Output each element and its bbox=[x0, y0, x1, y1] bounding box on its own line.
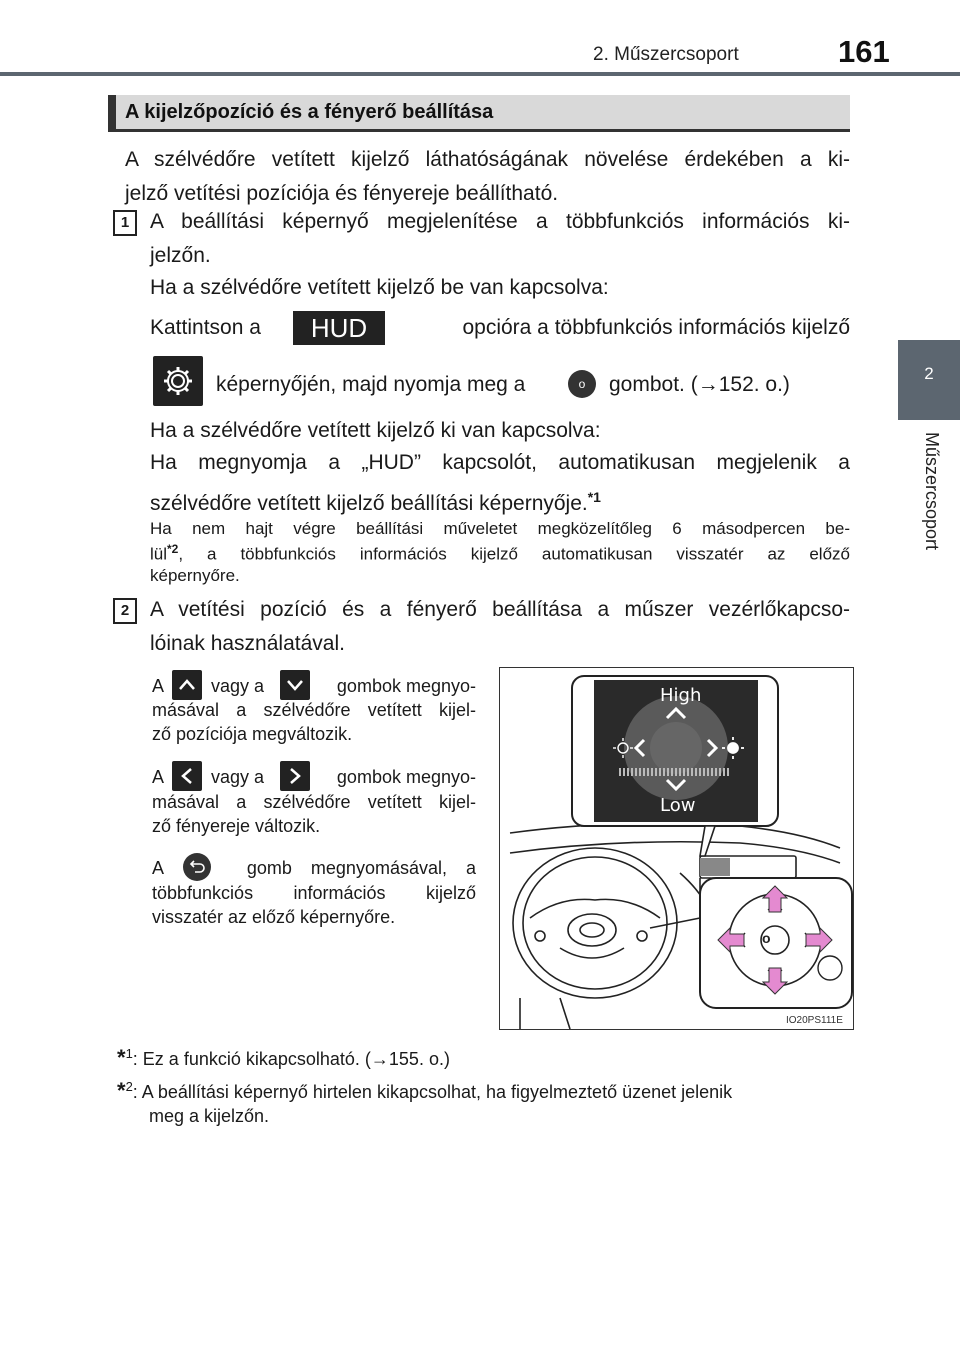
footnote-line bbox=[117, 1075, 850, 1104]
footnote-ref-1: *1 bbox=[587, 489, 601, 505]
chevron-up-icon bbox=[172, 670, 202, 700]
screen-text-b: gombot. (→152. o.) bbox=[609, 373, 790, 396]
section-heading: A kijelzőpozíció és a fényerő beállítása bbox=[125, 101, 494, 123]
footnote-text: : Ez a funkció kikapcsolható. (→155. o.) bbox=[132, 1049, 450, 1069]
note-text: , a többfunkciós információs kijelző automatikusan visszatér az előző bbox=[178, 544, 850, 564]
footnote-text: : A beállítási képernyő hirtelen kikapcsolhat, ha figyelmeztető üzenet jelenik bbox=[132, 1082, 733, 1102]
intro-paragraph bbox=[125, 143, 850, 211]
back-icon bbox=[183, 853, 211, 881]
p1-line3: ző pozíciója megváltozik. bbox=[152, 724, 353, 744]
step1-click-line bbox=[150, 311, 850, 345]
note-line: képernyőre. bbox=[150, 565, 240, 585]
chevron-right-icon bbox=[280, 761, 310, 791]
footnote-line: meg a kijelzőn. bbox=[149, 1106, 270, 1126]
dashboard-figure bbox=[499, 667, 854, 1030]
chapter-title: Műszercsoport bbox=[922, 432, 942, 551]
p1-c: gombok megnyo- bbox=[336, 676, 476, 696]
step2-text bbox=[150, 593, 850, 661]
step2-line: A vetítési pozíció és a fényerő beállítása a műszer vezérlőkapcso- bbox=[150, 598, 850, 621]
footnote-1 bbox=[117, 1042, 850, 1071]
note-line: Ha nem hajt végre beállítási műveletet megközelítőleg 6 másodpercen be- bbox=[150, 519, 850, 538]
step-number-1: 1 bbox=[113, 210, 137, 236]
p3-line2: többfunkciós információs kijelző bbox=[152, 883, 476, 903]
footnote-2 bbox=[117, 1075, 850, 1128]
step1-on-heading: Ha a szélvédőre vetített kijelző be van kapcsolva: bbox=[150, 276, 609, 299]
p3-b: gomb megnyomásával, a bbox=[246, 858, 476, 878]
settings-button[interactable] bbox=[153, 356, 203, 406]
off-line: Ha megnyomja a „HUD” kapcsolót, automatikusan megjelenik a bbox=[150, 451, 850, 474]
p3-a: A bbox=[152, 858, 165, 878]
footnote-star: * bbox=[117, 1078, 126, 1103]
screen-text-a: képernyőjén, majd nyomja meg a bbox=[216, 373, 526, 396]
p3-line3: visszatér az előző képernyőre. bbox=[152, 907, 396, 927]
p1-a: A bbox=[152, 676, 165, 696]
off-line bbox=[150, 480, 850, 521]
click-text-b: opcióra a többfunkciós információs kijelző bbox=[462, 316, 850, 339]
chevron-left-icon bbox=[172, 761, 202, 791]
step2-line: lóinak használatával. bbox=[150, 632, 345, 655]
step1-note bbox=[150, 518, 850, 586]
right-button bbox=[280, 761, 310, 791]
hud-high-label: High bbox=[660, 685, 702, 706]
step1-off-heading: Ha a szélvédőre vetített kijelző ki van kapcsolva: bbox=[150, 419, 601, 442]
heading-underline bbox=[108, 129, 850, 132]
hud-low-label: Low bbox=[660, 795, 696, 816]
footnote-num: 2 bbox=[125, 1079, 133, 1094]
p2-b: vagy a bbox=[211, 767, 265, 787]
dashboard-illustration bbox=[500, 668, 853, 1029]
down-button bbox=[280, 670, 310, 700]
note-text: lül bbox=[150, 544, 168, 564]
gear-icon bbox=[153, 356, 203, 406]
header-divider bbox=[0, 72, 960, 76]
footnote-ref-2: *2 bbox=[167, 542, 179, 556]
left-button bbox=[172, 761, 202, 791]
page-number: 161 bbox=[838, 34, 890, 69]
p2-line3: ző fényereje változik. bbox=[152, 816, 321, 836]
p1-line2: másával a szélvédőre vetített kijel- bbox=[152, 700, 476, 720]
back-button bbox=[183, 853, 211, 881]
step1-line: jelzőn. bbox=[150, 244, 211, 267]
p2-c: gombok megnyo- bbox=[336, 767, 476, 787]
note-line bbox=[150, 539, 850, 565]
up-button bbox=[172, 670, 202, 700]
step1-off-text bbox=[150, 446, 850, 521]
footnote-num: 1 bbox=[125, 1046, 133, 1061]
click-text-a: Kattintson a bbox=[150, 316, 261, 339]
hud-option-button[interactable]: HUD bbox=[293, 311, 385, 345]
intro-line: A szélvédőre vetített kijelző láthatóságának növelése érdekében a ki- bbox=[125, 148, 850, 171]
ok-button-icon: o bbox=[568, 370, 596, 398]
section-title: 2. Műszercsoport bbox=[593, 44, 739, 65]
step1-text bbox=[150, 205, 850, 273]
footnote-star: * bbox=[117, 1045, 126, 1070]
p1-b: vagy a bbox=[211, 676, 265, 696]
heading-accent-bar bbox=[108, 95, 116, 129]
p2-a: A bbox=[152, 767, 165, 787]
p2-line2: másával a szélvédőre vetített kijel- bbox=[152, 792, 476, 812]
chapter-number: 2 bbox=[924, 364, 934, 383]
off-line-text: szélvédőre vetített kijelző beállítási képernyője. bbox=[150, 492, 588, 515]
step-number-2: 2 bbox=[113, 598, 137, 624]
ok-glyph: o bbox=[762, 930, 771, 946]
intro-line: jelző vetítési pozíciója és fényereje beállítható. bbox=[125, 182, 559, 205]
step1-line: A beállítási képernyő megjelenítése a többfunkciós információs ki- bbox=[150, 210, 850, 233]
figure-code: IO20PS111E bbox=[786, 1015, 843, 1026]
chevron-down-icon bbox=[280, 670, 310, 700]
